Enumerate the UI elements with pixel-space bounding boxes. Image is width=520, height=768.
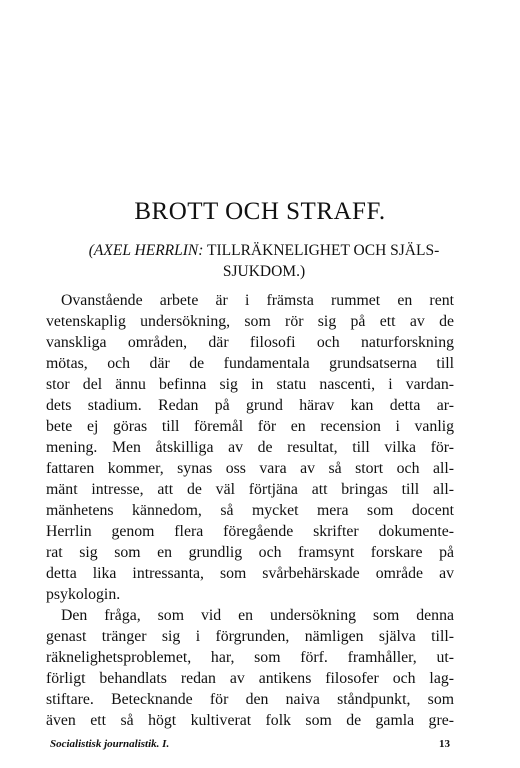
footer-signature: Socialistisk journalistik. I. [50, 738, 170, 750]
text-line: dets stadium. Redan på grund härav kan detta ar- [46, 397, 454, 414]
page-footer [50, 738, 450, 750]
text-line: Ovanstående arbete är i främsta rummet en rent [61, 292, 454, 309]
page-title: BROTT OCH STRAFF. [134, 198, 386, 225]
text-line: vanskliga områden, där filosofi och naturforskning [46, 334, 454, 351]
subtitle-line-1 [64, 240, 464, 261]
body-text [46, 290, 454, 731]
text-line: Den fråga, som vid en undersökning som denna [61, 607, 454, 624]
text-line: mänhetens kännedom, så mycket mera som docent [46, 502, 454, 519]
paragraph-1 [46, 290, 454, 605]
text-line: fattaren kommer, synas oss vara av så stort och all- [46, 460, 454, 477]
text-line: räknelighetsproblemet, har, som förf. framhåller, ut- [46, 649, 454, 666]
text-line: detta lika intressanta, som svårbehärskade område av [46, 565, 454, 582]
text-line: mening. Men åtskilliga av de resultat, till vilka för- [46, 439, 454, 456]
text-line: vetenskaplig undersökning, som rör sig på ett av de [46, 313, 454, 330]
text-line: Herrlin genom flera föregående skrifter dokumente- [46, 523, 454, 540]
text-line: mötas, och där de fundamentala grundsatserna till [46, 355, 454, 372]
text-line: bete ej göras till föremål för en recension i vanlig [46, 418, 454, 435]
text-line: även ett så högt kultiverat folk som de gamla gre- [46, 712, 454, 729]
paragraph-2 [46, 605, 454, 731]
text-line: genast tränger sig i förgrunden, nämligen själva till- [46, 628, 454, 645]
text-line: rat sig som en grundlig och framsynt forskare på [46, 544, 454, 561]
subtitle-line-2: SJUKDOM.) [222, 263, 306, 280]
subtitle-line-1-rest: TILLRÄKNELIGHET OCH SJÄLS- [207, 242, 440, 259]
text-line: psykologin. [46, 586, 121, 603]
subtitle-author: (AXEL HERRLIN: [88, 242, 204, 259]
text-line: stor del ännu befinna sig in statu nascenti, i vardan- [46, 376, 454, 393]
page-number: 13 [439, 738, 450, 750]
text-line: mänt intresse, att de väl förtjäna att bringas till all- [46, 481, 454, 498]
text-line: stiftare. Betecknande för den naiva ståndpunkt, som [46, 691, 454, 708]
text-line: förligt behandlats redan av antikens filosofer och lag- [46, 670, 454, 687]
subtitle [64, 240, 464, 282]
